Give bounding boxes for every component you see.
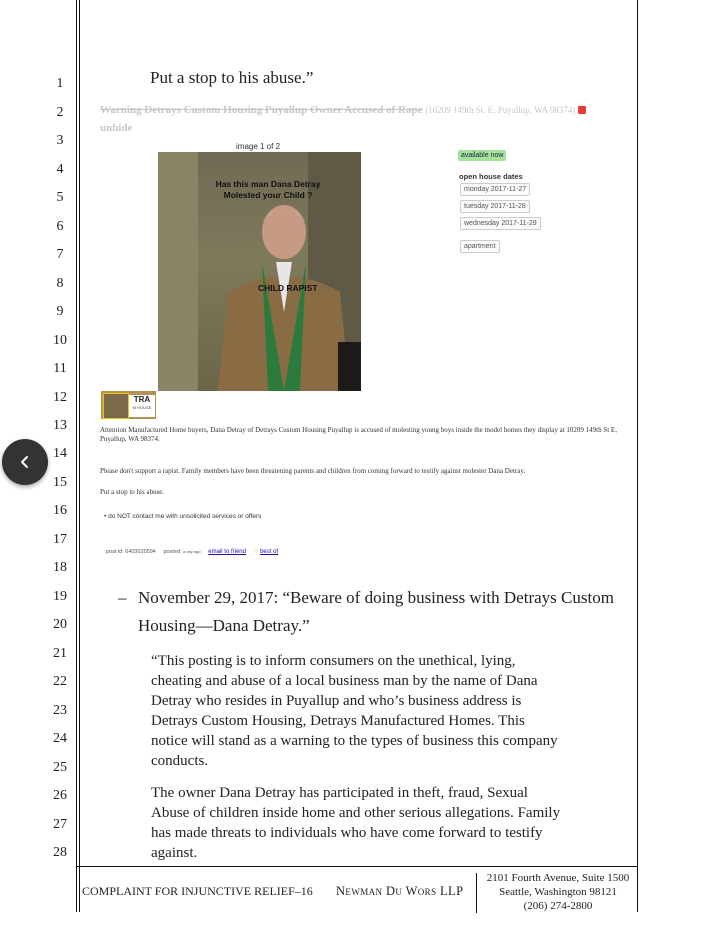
- housing-type-tag: apartment: [460, 240, 500, 253]
- bullet-item-line: November 29, 2017: “Beware of doing business with Detrays Custom: [138, 588, 614, 607]
- address-line: 2101 Fourth Avenue, Suite 1500: [486, 872, 630, 884]
- firm-name: Newman Du Wors LLP: [336, 884, 464, 898]
- heart-icon[interactable]: ♡: [253, 549, 259, 555]
- quote-paragraph: The owner Dana Detray has participated in theft, fraud, Sexual Abuse of children inside home and other serious allegations. Family has made threats to individuals who have come forward to testify against.: [151, 785, 561, 861]
- bullet-dash: –: [118, 588, 127, 607]
- line-number: 10: [53, 333, 67, 348]
- posting-photo[interactable]: [158, 152, 361, 391]
- quote-paragraph: “This posting is to inform consumers on the unethical, lying, cheating and abuse of a local business man by the name of Dana Detray who resides in Puyallup and who’s business address is Detrays Custom Housing, Detrays Manufactured Homes. This notice will stand as a warning to the types of business this company conducts.: [151, 653, 558, 769]
- open-house-date: wednesday 2017-11-29: [460, 217, 541, 230]
- line-number: 7: [56, 247, 64, 262]
- line-number: 13: [53, 418, 67, 433]
- posting-location: (10209 149th St. E, Puyallup, WA 98374): [425, 105, 576, 115]
- chevron-left-icon: [17, 454, 33, 470]
- line-number: 3: [56, 133, 64, 148]
- left-margin-rule-outer: [76, 0, 77, 912]
- quote-end-text: Put a stop to his abuse.”: [150, 68, 314, 87]
- line-number: 12: [53, 390, 67, 405]
- bullet-item-line: Housing—Dana Detray.”: [138, 616, 310, 635]
- posting-body-paragraph: Put a stop to his abuse.: [100, 488, 165, 496]
- line-number: 6: [56, 219, 64, 234]
- line-number: 17: [53, 532, 67, 547]
- posting-title-text: Warning Detrays Custom Housing Puyallup Owner Accused of Rape: [100, 104, 423, 116]
- line-number: 22: [53, 674, 67, 689]
- posting-body-paragraph: Please don't support a rapist. Family members have been threatening parents and children from coming forward to testify against molester Dana Detray.: [100, 467, 526, 475]
- line-number: 5: [56, 190, 64, 205]
- line-number: 24: [53, 731, 67, 746]
- line-number: 1: [56, 76, 64, 91]
- thumbnail-sub: M HOUSE: [132, 405, 152, 410]
- line-number: 9: [56, 304, 64, 319]
- posted-label: posted:: [163, 549, 182, 555]
- open-house-date: monday 2017-11-27: [460, 183, 530, 196]
- right-margin-rule: [637, 0, 638, 912]
- best-of-link[interactable]: best of: [260, 549, 279, 555]
- email-to-friend-link[interactable]: email to friend: [208, 549, 246, 555]
- line-number: 2: [56, 105, 64, 120]
- line-number: 14: [53, 446, 67, 461]
- posting-screenshot: [84, 92, 630, 564]
- thumbnail-label: TRA: [133, 395, 151, 404]
- unhide-link[interactable]: unhide: [100, 122, 133, 134]
- posting-thumbnails[interactable]: [100, 390, 157, 420]
- line-number: 4: [56, 162, 64, 177]
- line-number: 23: [53, 703, 67, 718]
- bullet-icon: •: [104, 513, 107, 520]
- thumbnail-1[interactable]: [103, 393, 129, 419]
- line-number: 28: [53, 845, 67, 860]
- photo-caption-top: Has this man Dana Detray Molested your Child ?: [215, 179, 321, 200]
- line-number: 18: [53, 560, 67, 575]
- posting-notice-text: do NOT contact me with unsolicited services or offers: [108, 513, 262, 520]
- footer-caption: COMPLAINT FOR INJUNCTIVE RELIEF–16: [82, 884, 313, 898]
- footer-divider: [476, 873, 477, 913]
- image-counter: image 1 of 2: [236, 142, 281, 151]
- previous-page-button[interactable]: [2, 439, 48, 485]
- firm-address: [480, 871, 636, 913]
- line-number: 15: [53, 475, 67, 490]
- line-number: 25: [53, 760, 67, 775]
- post-id: post id: 6403020594: [106, 549, 156, 555]
- line-number: 11: [53, 361, 67, 376]
- line-number: 20: [53, 617, 67, 632]
- line-number: 19: [53, 589, 67, 604]
- line-number: 21: [53, 646, 67, 661]
- page-footer: [76, 866, 638, 913]
- open-house-heading: open house dates: [459, 172, 523, 181]
- posting-notice: [104, 513, 261, 520]
- left-margin-rule-inner: [79, 0, 80, 912]
- posted-time: a day ago: [183, 549, 201, 554]
- thumbnail-2[interactable]: [129, 395, 155, 417]
- phone-number: (206) 274-2800: [523, 900, 593, 912]
- posting-title: [100, 101, 600, 137]
- address-line: Seattle, Washington 98121: [499, 886, 617, 898]
- availability-badge: available now: [458, 150, 506, 161]
- line-number: 8: [56, 276, 64, 291]
- line-number: 26: [53, 788, 67, 803]
- posting-body-paragraph: Attention Manufactured Home buyers, Dana Detray of Detrays Custom Housing Puyallup is accused of molesting young boys inside the model homes they display at 10209 149th St E, Puyallup, WA 98374.: [100, 426, 617, 443]
- line-number: 27: [53, 817, 67, 832]
- unhide-icon[interactable]: [578, 106, 586, 114]
- photo-caption-middle: CHILD RAPIST: [258, 283, 318, 293]
- line-number: 16: [53, 503, 67, 518]
- open-house-date: tuesday 2017-11-28: [460, 200, 530, 213]
- posting-footer: [106, 549, 278, 555]
